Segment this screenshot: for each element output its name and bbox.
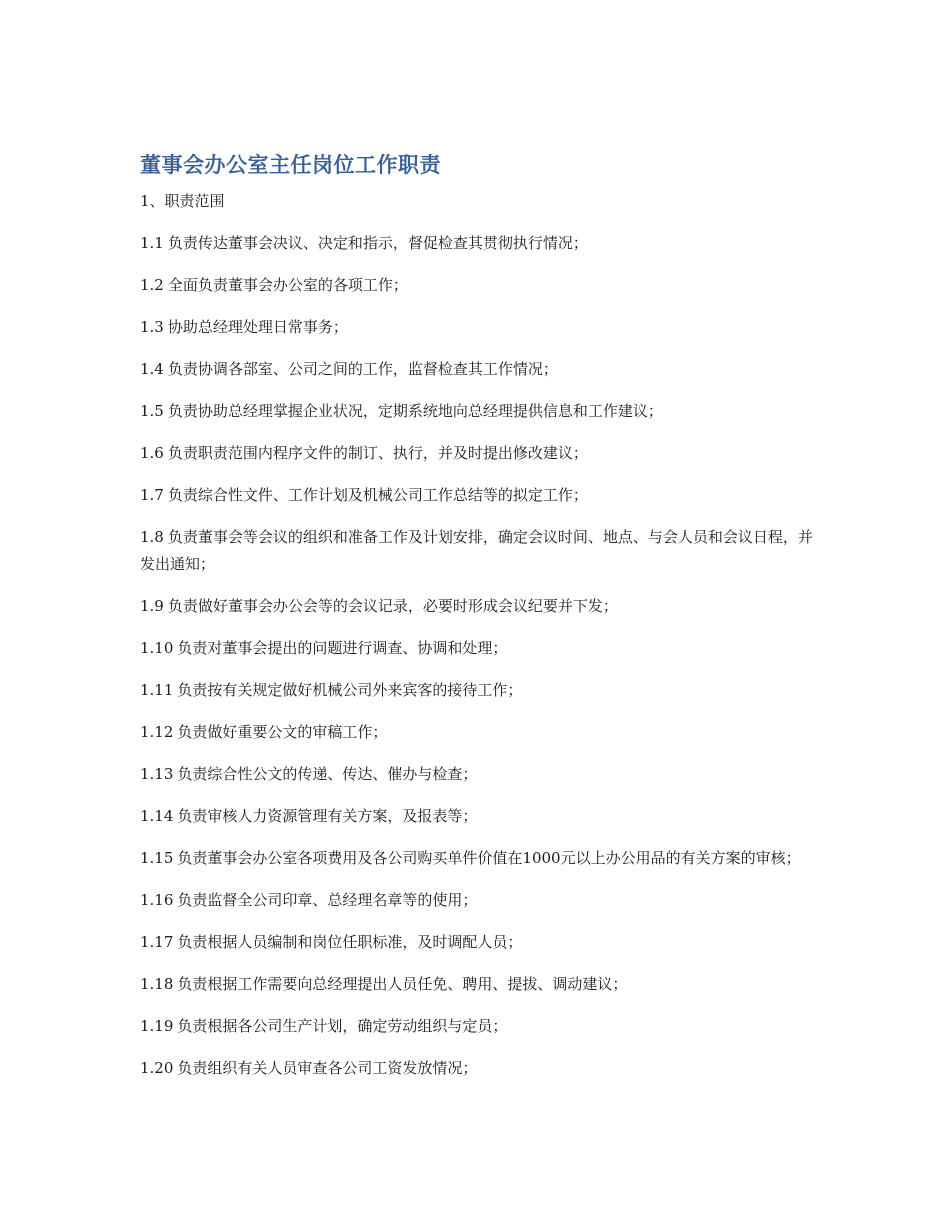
clause-item	[140, 524, 820, 578]
clause-item	[140, 440, 820, 467]
clause-number: 1.17	[140, 933, 174, 951]
clause-number: 1.11	[140, 681, 174, 699]
clause-number: 1.2	[140, 276, 164, 294]
clause-text: 负责综合性文件、工作计划及机械公司工作总结等的拟定工作；	[167, 486, 588, 504]
clause-item	[140, 845, 820, 872]
clause-number: 1.15	[140, 849, 174, 867]
clause-item	[140, 272, 820, 299]
clause-item	[140, 356, 820, 383]
clause-number: 1.20	[140, 1059, 174, 1077]
clause-text: 负责组织有关人员审查各公司工资发放情况；	[177, 1059, 478, 1077]
clause-text: 负责根据人员编制和岗位任职标准，及时调配人员；	[177, 933, 523, 951]
clause-number: 1.4	[140, 360, 164, 378]
clause-item	[140, 593, 820, 620]
clause-number: 1.10	[140, 639, 174, 657]
clause-text: 负责职责范围内程序文件的制订、执行，并及时提出修改建议；	[167, 444, 588, 462]
clause-text: 负责根据工作需要向总经理提出人员任免、聘用、提拔、调动建议；	[177, 975, 628, 993]
clause-text: 负责按有关规定做好机械公司外来宾客的接待工作；	[177, 681, 523, 699]
clause-text: 负责传达董事会决议、决定和指示，督促检查其贯彻执行情况；	[167, 234, 588, 252]
clause-text: 负责监督全公司印章、总经理名章等的使用；	[177, 891, 478, 909]
clause-text: 负责审核人力资源管理有关方案，及报表等；	[177, 807, 478, 825]
clause-number: 1.12	[140, 723, 174, 741]
clause-number: 1.19	[140, 1017, 174, 1035]
clause-number: 1.14	[140, 807, 174, 825]
clause-text: 负责综合性公文的传递、传达、催办与检查；	[177, 765, 478, 783]
document-page	[140, 148, 820, 1097]
clause-text: 负责对董事会提出的问题进行调查、协调和处理；	[177, 639, 508, 657]
clause-list	[140, 230, 820, 1082]
clause-item	[140, 677, 820, 704]
clause-item	[140, 1055, 820, 1082]
clause-item	[140, 635, 820, 662]
clause-number: 1.9	[140, 597, 164, 615]
clause-text: 协助总经理处理日常事务；	[167, 318, 348, 336]
clause-item	[140, 761, 820, 788]
clause-item	[140, 230, 820, 257]
clause-text: 负责董事会等会议的组织和准备工作及计划安排，确定会议时间、地点、与会人员和会议日程，并发出通知；	[140, 528, 813, 573]
clause-text: 负责协调各部室、公司之间的工作，监督检查其工作情况；	[167, 360, 558, 378]
clause-item	[140, 719, 820, 746]
clause-text: 负责做好董事会办公会等的会议记录，必要时形成会议纪要并下发；	[167, 597, 618, 615]
clause-text: 负责做好重要公文的审稿工作；	[177, 723, 388, 741]
clause-item	[140, 1013, 820, 1040]
clause-item	[140, 482, 820, 509]
clause-number: 1.6	[140, 444, 164, 462]
clause-number: 1.3	[140, 318, 164, 336]
clause-number: 1.16	[140, 891, 174, 909]
clause-number: 1.5	[140, 402, 164, 420]
clause-item	[140, 929, 820, 956]
clause-number: 1.18	[140, 975, 174, 993]
clause-number: 1.8	[140, 528, 164, 546]
clause-text: 负责董事会办公室各项费用及各公司购买单件价值在1000元以上办公用品的有关方案的审核；	[177, 849, 801, 867]
clause-text: 全面负责董事会办公室的各项工作；	[167, 276, 408, 294]
clause-item	[140, 314, 820, 341]
document-title: 董事会办公室主任岗位工作职责	[140, 153, 441, 177]
section-heading: 1、职责范围	[140, 192, 225, 210]
clause-item	[140, 887, 820, 914]
clause-text: 负责根据各公司生产计划，确定劳动组织与定员；	[177, 1017, 508, 1035]
clause-item	[140, 803, 820, 830]
clause-text: 负责协助总经理掌握企业状况，定期系统地向总经理提供信息和工作建议；	[167, 402, 663, 420]
clause-number: 1.1	[140, 234, 164, 252]
clause-number: 1.7	[140, 486, 164, 504]
clause-item	[140, 971, 820, 998]
clause-item	[140, 398, 820, 425]
clause-number: 1.13	[140, 765, 174, 783]
